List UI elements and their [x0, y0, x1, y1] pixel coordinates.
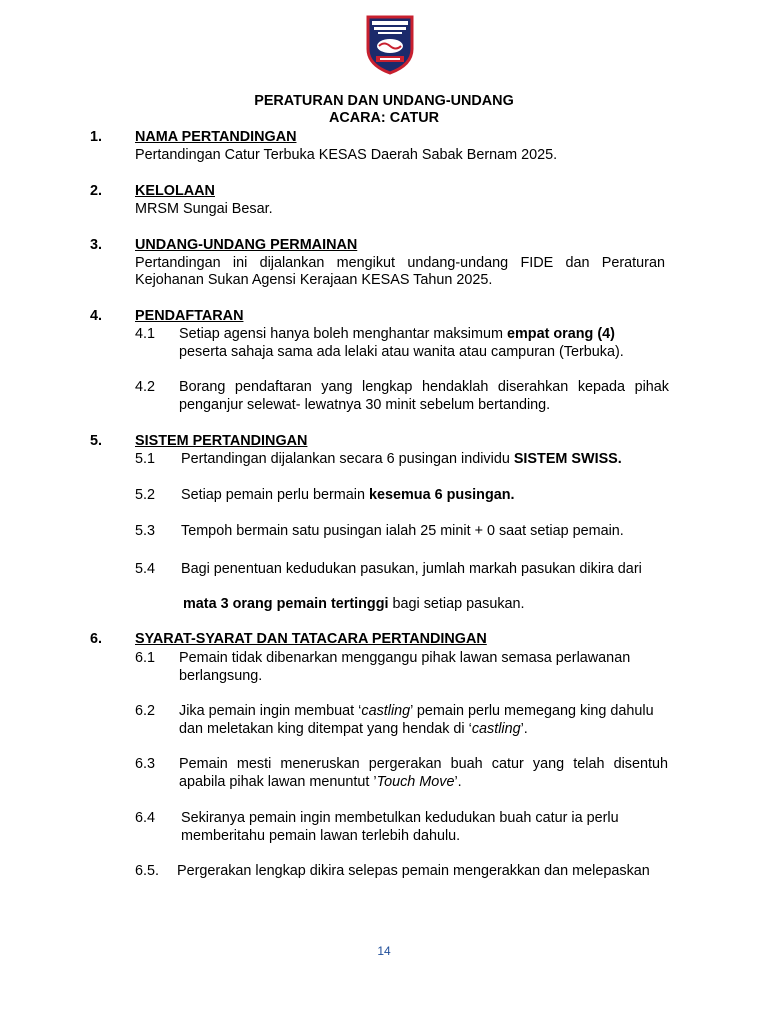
section-body: Kejohanan Sukan Agensi Kerajaan KESAS Tahun 2025. — [135, 272, 493, 288]
item-number: 6.4 — [135, 810, 156, 826]
section-heading: KELOLAAN — [135, 183, 215, 199]
item-text: dan meletakan king ditempat yang hendak di ‘castling’. — [179, 721, 528, 737]
item-number: 6.1 — [135, 650, 156, 666]
item-text: Setiap agensi hanya boleh menghantar maksimum empat orang (4) — [179, 326, 615, 342]
section-body: Pertandingan ini dijalankan mengikut undang-undang FIDE dan Peraturan — [135, 255, 665, 271]
item-text: Pemain tidak dibenarkan menggangu pihak lawan semasa perlawanan — [179, 650, 631, 666]
section-number: 5. — [90, 433, 103, 449]
item-text: peserta sahaja sama ada lelaki atau wanita atau campuran (Terbuka). — [179, 344, 624, 360]
section-heading: PENDAFTARAN — [135, 308, 244, 324]
section-heading: NAMA PERTANDINGAN — [135, 129, 297, 145]
item-text: Jika pemain ingin membuat ‘castling’ pemain perlu memegang king dahulu — [179, 703, 654, 719]
item-number: 6.2 — [135, 703, 156, 719]
item-number: 5.4 — [135, 561, 156, 577]
section-number: 6. — [90, 631, 103, 647]
item-number: 4.2 — [135, 379, 156, 395]
item-number: 6.5. — [135, 863, 160, 879]
item-text: mata 3 orang pemain tertinggi bagi setiap pasukan. — [183, 596, 525, 612]
section-heading: SISTEM PERTANDINGAN — [135, 433, 308, 449]
section-heading: UNDANG-UNDANG PERMAINAN — [135, 237, 358, 253]
section-number: 3. — [90, 237, 103, 253]
kesas-shield-logo — [364, 13, 416, 75]
item-number: 5.2 — [135, 487, 156, 503]
item-text: Borang pendaftaran yang lengkap hendaklah diserahkan kepada pihak — [179, 379, 669, 395]
item-text: Setiap pemain perlu bermain kesemua 6 pusingan. — [181, 487, 515, 503]
document-subtitle: ACARA: CATUR — [328, 110, 440, 126]
item-number: 5.3 — [135, 523, 156, 539]
page-number: 14 — [377, 944, 391, 958]
item-text: Pergerakan lengkap dikira selepas pemain mengerakkan dan melepaskan — [177, 863, 650, 879]
item-text: Bagi penentuan kedudukan pasukan, jumlah markah pasukan dikira dari — [181, 561, 642, 577]
section-heading: SYARAT-SYARAT DAN TATACARA PERTANDINGAN — [135, 631, 487, 647]
item-text: Sekiranya pemain ingin membetulkan kedudukan buah catur ia perlu — [181, 810, 619, 826]
section-body: Pertandingan Catur Terbuka KESAS Daerah Sabak Bernam 2025. — [135, 147, 558, 163]
section-number: 2. — [90, 183, 103, 199]
item-text: Tempoh bermain satu pusingan ialah 25 minit + 0 saat setiap pemain. — [181, 523, 624, 539]
item-number: 6.3 — [135, 756, 156, 772]
item-text: apabila pihak lawan menuntut ’Touch Move’. — [179, 774, 462, 790]
item-text: penganjur selewat- lewatnya 30 minit sebelum bertanding. — [179, 397, 551, 413]
document-title: PERATURAN DAN UNDANG-UNDANG — [254, 93, 514, 109]
item-text: Pemain mesti meneruskan pergerakan buah catur yang telah disentuh — [179, 756, 668, 772]
item-text: berlangsung. — [179, 668, 263, 684]
item-number: 4.1 — [135, 326, 156, 342]
item-number: 5.1 — [135, 451, 156, 467]
section-body: MRSM Sungai Besar. — [135, 201, 273, 217]
item-text: Pertandingan dijalankan secara 6 pusingan individu SISTEM SWISS. — [181, 451, 622, 467]
section-number: 1. — [90, 129, 103, 145]
section-number: 4. — [90, 308, 103, 324]
item-text: memberitahu pemain lawan terlebih dahulu. — [181, 828, 461, 844]
